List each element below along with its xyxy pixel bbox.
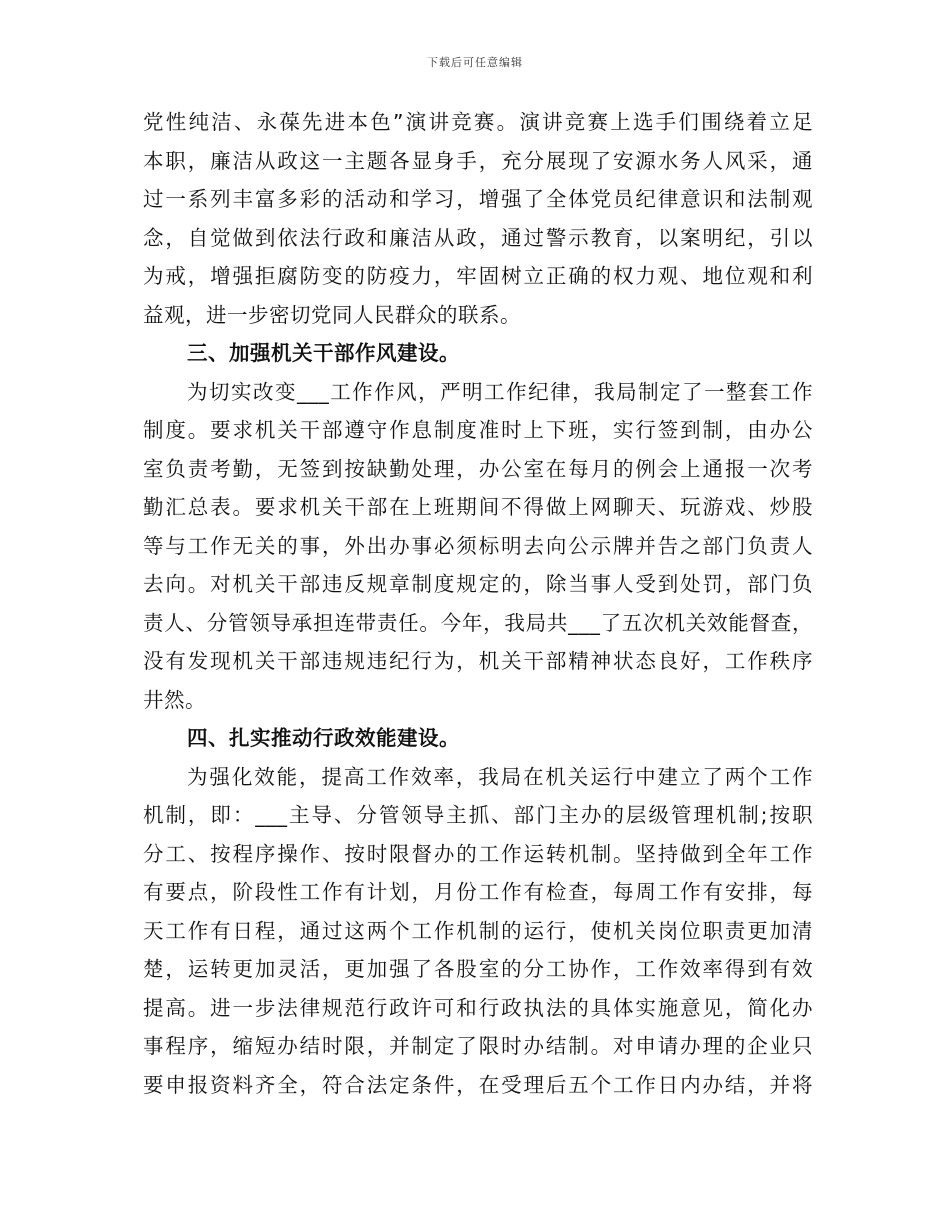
paragraph-line: 益观，进一步密切党同人民群众的联系。 <box>143 302 521 327</box>
paragraph-line: 为切实改变___工作作风，严明工作纪律，我局制定了一整套工作 <box>187 379 813 404</box>
paragraph-line: 提高。进一步法律规范行政许可和行政执法的具体实施意见，简化办 <box>143 995 813 1020</box>
paragraph-line: 勤汇总表。要求机关干部在上班期间不得做上网聊天、玩游戏、炒股 <box>143 495 813 519</box>
paragraph-line: 责人、分管领导承担连带责任。今年，我局共___了五次机关效能督查， <box>143 610 813 635</box>
paragraph-line: 分工、按程序操作、按时限督办的工作运转机制。坚持做到全年工作 <box>143 841 813 866</box>
paragraph-line: 念，自觉做到依法行政和廉洁从政，通过警示教育，以案明纪，引以 <box>143 225 813 250</box>
paragraph-line: 室负责考勤，无签到按缺勤处理，办公室在每月的例会上通报一次考 <box>143 456 813 481</box>
paragraph-line: 事程序，缩短办结时限，并制定了限时办结制。对申请办理的企业只 <box>143 1034 813 1058</box>
paragraph-line: 要申报资料齐全，符合法定条件，在受理后五个工作日内办结，并将 <box>143 1072 813 1097</box>
paragraph-line: 制度。要求机关干部遵守作息制度准时上下班，实行签到制，由办公 <box>143 418 813 442</box>
paragraph-line: 为强化效能，提高工作效率，我局在机关运行中建立了两个工作 <box>187 764 813 789</box>
header-note: 下载后可任意编辑 <box>427 56 523 69</box>
paragraph-line: 没有发现机关干部违规违纪行为，机关干部精神状态良好，工作秩序 <box>143 649 813 673</box>
paragraph-line: 等与工作无关的事，外出办事必须标明去向公示牌并告之部门负责人 <box>143 533 813 558</box>
paragraph-line: 楚，运转更加灵活，更加强了各股室的分工协作，工作效率得到有效 <box>143 957 813 981</box>
paragraph-line: 天工作有日程，通过这两个工作机制的运行，使机关岗位职责更加清 <box>143 918 813 943</box>
paragraph-line: 过一系列丰富多彩的活动和学习，增强了全体党员纪律意识和法制观 <box>143 187 813 211</box>
paragraph-line: 有要点，阶段性工作有计划，月份工作有检查，每周工作有安排，每 <box>143 880 813 904</box>
paragraph-line: 本职，廉洁从政这一主题各显身手，充分展现了安源水务人风采，通 <box>143 148 813 173</box>
section-heading: 四、扎实推动行政效能建设。 <box>187 726 460 750</box>
paragraph-line: 井然。 <box>143 687 206 712</box>
section-heading: 三、加强机关干部作风建设。 <box>187 341 460 365</box>
paragraph-line: 党性纯洁、永葆先进本色”演讲竞赛。演讲竞赛上选手们围绕着立足 <box>143 110 813 134</box>
paragraph-line: 机制，即：___主导、分管领导主抓、部门主办的层级管理机制;按职 <box>143 803 813 827</box>
paragraph-line: 去向。对机关干部违反规章制度规定的，除当事人受到处罚，部门负 <box>143 572 813 596</box>
paragraph-line: 为戒，增强拒腐防变的防疫力，牢固树立正确的权力观、地位观和利 <box>143 264 813 288</box>
document-body <box>143 103 813 1104</box>
